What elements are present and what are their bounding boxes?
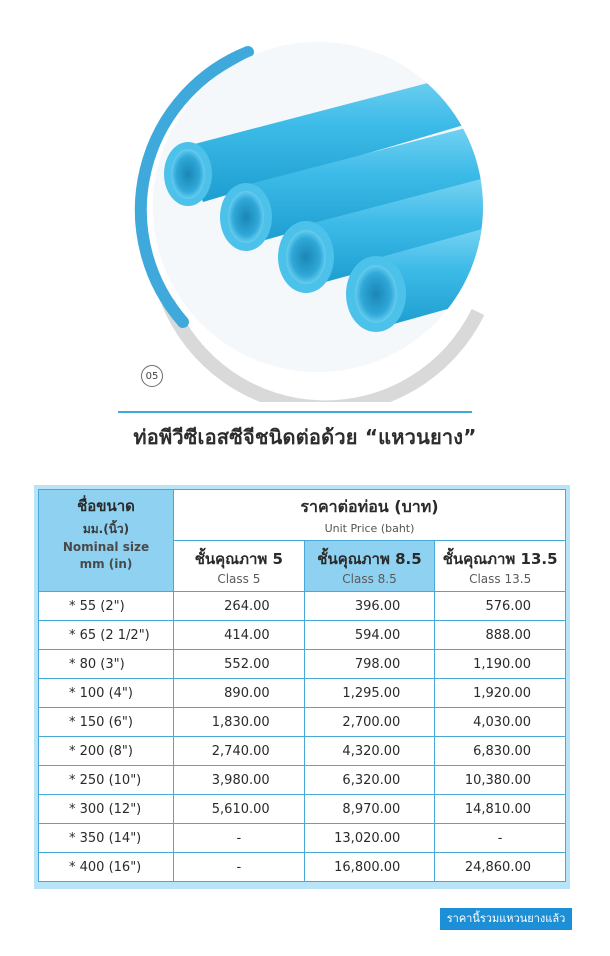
- price-header-thai: ราคาต่อท่อน (บาท): [300, 497, 439, 516]
- price-cell: 16,800.00: [304, 853, 435, 882]
- price-cell: 4,030.00: [435, 708, 566, 737]
- pipes-photo: [128, 22, 508, 402]
- table-row: [39, 824, 566, 853]
- price-cell: 2,740.00: [174, 737, 305, 766]
- class-8-5-thai: ชั้นคุณภาพ 8.5: [317, 549, 422, 568]
- price-cell: 888.00: [435, 621, 566, 650]
- size-header-en-unit: mm (in): [79, 557, 133, 571]
- pipes-illustration: [128, 22, 508, 402]
- price-cell: 552.00: [174, 650, 305, 679]
- size-cell: * 200 (8"): [39, 737, 174, 766]
- price-cell: 1,295.00: [304, 679, 435, 708]
- price-cell: 5,610.00: [174, 795, 305, 824]
- price-cell: -: [174, 853, 305, 882]
- table-row: [39, 766, 566, 795]
- size-cell: * 400 (16"): [39, 853, 174, 882]
- price-cell: 1,830.00: [174, 708, 305, 737]
- size-header-unit: มม.(นิ้ว): [82, 522, 130, 536]
- price-header: [174, 490, 566, 541]
- price-cell: 14,810.00: [435, 795, 566, 824]
- price-table: [38, 489, 566, 882]
- table-row: [39, 650, 566, 679]
- price-cell: 1,190.00: [435, 650, 566, 679]
- rubber-ring-note-badge: ราคานี้รวมแหวนยางแล้ว: [440, 908, 572, 930]
- price-cell: 1,920.00: [435, 679, 566, 708]
- size-cell: * 100 (4"): [39, 679, 174, 708]
- title-divider: [118, 411, 472, 413]
- price-cell: 8,970.00: [304, 795, 435, 824]
- table-row: [39, 795, 566, 824]
- class-5-thai: ชั้นคุณภาพ 5: [194, 549, 283, 568]
- price-cell: 798.00: [304, 650, 435, 679]
- table-row: [39, 853, 566, 882]
- price-cell: 13,020.00: [304, 824, 435, 853]
- size-cell: * 80 (3"): [39, 650, 174, 679]
- price-cell: 414.00: [174, 621, 305, 650]
- class-13-5-header: [435, 541, 566, 592]
- table-row: [39, 621, 566, 650]
- price-cell: 576.00: [435, 592, 566, 621]
- price-table-frame: [34, 485, 570, 889]
- price-cell: 2,700.00: [304, 708, 435, 737]
- size-header-en: Nominal size: [62, 540, 150, 554]
- size-cell: * 55 (2"): [39, 592, 174, 621]
- class-8-5-header: [304, 541, 435, 592]
- size-cell: * 300 (12"): [39, 795, 174, 824]
- size-column-header: [39, 490, 174, 592]
- table-row: [39, 708, 566, 737]
- price-cell: 594.00: [304, 621, 435, 650]
- size-header-thai: ชื่อขนาด: [77, 497, 135, 515]
- price-cell: 4,320.00: [304, 737, 435, 766]
- price-cell: -: [174, 824, 305, 853]
- price-cell: 264.00: [174, 592, 305, 621]
- class-5-en: Class 5: [217, 571, 261, 586]
- price-cell: -: [435, 824, 566, 853]
- size-cell: * 350 (14"): [39, 824, 174, 853]
- class-13-5-thai: ชั้นคุณภาพ 13.5: [442, 549, 558, 568]
- table-row: [39, 592, 566, 621]
- price-header-en: Unit Price (baht): [324, 522, 415, 535]
- table-row: [39, 679, 566, 708]
- price-cell: 3,980.00: [174, 766, 305, 795]
- price-cell: 6,830.00: [435, 737, 566, 766]
- price-cell: 10,380.00: [435, 766, 566, 795]
- page-title: ท่อพีวีซีเอสซีจีชนิดต่อด้วย “แหวนยาง”: [133, 425, 477, 449]
- size-cell: * 150 (6"): [39, 708, 174, 737]
- price-cell: 890.00: [174, 679, 305, 708]
- class-5-header: [174, 541, 305, 592]
- size-cell: * 65 (2 1/2"): [39, 621, 174, 650]
- price-cell: 6,320.00: [304, 766, 435, 795]
- class-8-5-en: Class 8.5: [342, 571, 397, 586]
- page-number-badge: 05: [141, 365, 163, 387]
- table-row: [39, 737, 566, 766]
- class-13-5-en: Class 13.5: [469, 571, 532, 586]
- price-cell: 396.00: [304, 592, 435, 621]
- price-cell: 24,860.00: [435, 853, 566, 882]
- size-cell: * 250 (10"): [39, 766, 174, 795]
